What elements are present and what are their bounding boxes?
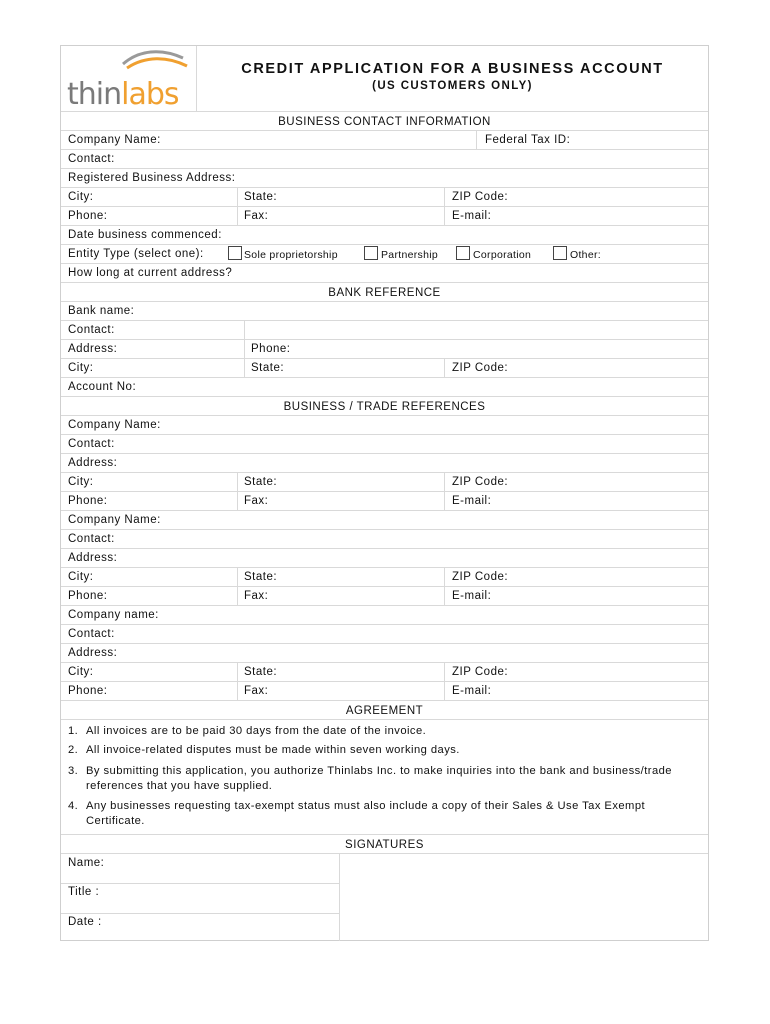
ref3-company-row[interactable] — [61, 606, 708, 625]
ref-zip-label: ZIP Code: — [452, 571, 509, 583]
signature-block — [61, 854, 340, 941]
row-how-long[interactable] — [61, 264, 708, 283]
ref3-address-row[interactable] — [61, 644, 708, 663]
section-business-contact — [61, 112, 708, 131]
ref2-address-row[interactable] — [61, 549, 708, 568]
bank-name-label: Bank name: — [68, 305, 135, 317]
credit-application-form — [60, 45, 709, 941]
sole-proprietorship-label: Sole proprietorship — [244, 249, 338, 261]
ref1-phone-row[interactable] — [61, 492, 708, 511]
logo-text-thin: thin — [67, 77, 122, 110]
company-name-label: Company Name: — [68, 134, 161, 146]
ref1-contact-row[interactable] — [61, 435, 708, 454]
zip-label: ZIP Code: — [452, 191, 509, 203]
fax-label: Fax: — [244, 210, 269, 222]
signature-date-row[interactable] — [61, 913, 339, 941]
bank-contact-label: Contact: — [68, 324, 115, 336]
ref3-phone-row[interactable] — [61, 682, 708, 701]
ref-city-label: City: — [68, 571, 94, 583]
ref1-address-row[interactable] — [61, 454, 708, 473]
row-phone-fax-email[interactable] — [61, 207, 708, 226]
ref-email-label: E-mail: — [452, 590, 492, 602]
state-label: State: — [244, 191, 278, 203]
ref-address-label: Address: — [68, 457, 118, 469]
date-commenced-label: Date business commenced: — [68, 229, 222, 241]
bank-city-label: City: — [68, 362, 94, 374]
city-label: City: — [68, 191, 94, 203]
ref-phone-label: Phone: — [68, 590, 108, 602]
section-heading: BUSINESS CONTACT INFORMATION — [278, 116, 491, 128]
bank-phone-label: Phone: — [251, 343, 291, 355]
ref-contact-label: Contact: — [68, 533, 115, 545]
item-number: 2. — [68, 744, 79, 756]
item-text: All invoice-related disputes must be made within seven working days. — [86, 744, 460, 756]
corporation-label: Corporation — [473, 249, 532, 261]
row-bank-contact[interactable] — [61, 321, 708, 340]
partnership-label: Partnership — [381, 249, 438, 261]
bank-state-label: State: — [251, 362, 285, 374]
phone-label: Phone: — [68, 210, 108, 222]
email-label: E-mail: — [452, 210, 492, 222]
ref2-city-row[interactable] — [61, 568, 708, 587]
ref-zip-label: ZIP Code: — [452, 476, 509, 488]
row-bank-name[interactable] — [61, 302, 708, 321]
row-company-name[interactable] — [61, 131, 708, 150]
ref2-company-row[interactable] — [61, 511, 708, 530]
agreement-terms — [61, 720, 708, 835]
row-contact[interactable] — [61, 150, 708, 169]
ref-fax-label: Fax: — [244, 495, 269, 507]
company-logo — [61, 46, 197, 112]
section-bank-reference — [61, 283, 708, 302]
section-agreement — [61, 701, 708, 720]
bank-address-label: Address: — [68, 343, 118, 355]
section-heading: SIGNATURES — [345, 839, 424, 851]
agreement-item — [68, 724, 698, 739]
page-subtitle: (US CUSTOMERS ONLY) — [372, 80, 533, 92]
ref-email-label: E-mail: — [452, 495, 492, 507]
form-header — [61, 46, 708, 112]
ref-email-label: E-mail: — [452, 685, 492, 697]
row-date-commenced[interactable] — [61, 226, 708, 245]
signature-date-label: Date : — [68, 916, 102, 928]
row-bank-address[interactable] — [61, 340, 708, 359]
row-city-state-zip[interactable] — [61, 188, 708, 207]
account-no-label: Account No: — [68, 381, 137, 393]
contact-label: Contact: — [68, 153, 115, 165]
section-heading: BANK REFERENCE — [328, 287, 441, 299]
ref-state-label: State: — [244, 666, 278, 678]
row-account-no[interactable] — [61, 378, 708, 397]
corporation-checkbox[interactable] — [456, 246, 470, 260]
logo-swoosh-icon — [61, 46, 195, 110]
page-title: CREDIT APPLICATION FOR A BUSINESS ACCOUNT — [241, 61, 664, 77]
entity-type-label: Entity Type (select one): — [68, 248, 204, 260]
ref-company-label: Company Name: — [68, 514, 161, 526]
ref-phone-label: Phone: — [68, 685, 108, 697]
item-text: Any businesses requesting tax-exempt status must also include a copy of their Sales & Use Tax Exempt Certificate. — [86, 800, 646, 827]
row-registered-address[interactable] — [61, 169, 708, 188]
signature-title-row[interactable] — [61, 883, 339, 914]
ref3-city-row[interactable] — [61, 663, 708, 682]
section-heading: AGREEMENT — [345, 705, 424, 717]
ref-state-label: State: — [244, 476, 278, 488]
item-number: 3. — [68, 765, 79, 777]
item-number: 1. — [68, 725, 79, 737]
ref-company-label: Company Name: — [68, 419, 161, 431]
logo-text-labs: labs — [121, 77, 179, 110]
other-label: Other: — [570, 249, 601, 261]
agreement-item — [68, 764, 698, 794]
ref-fax-label: Fax: — [244, 590, 269, 602]
ref-company-label: Company name: — [68, 609, 159, 621]
item-number: 4. — [68, 800, 79, 812]
registered-address-label: Registered Business Address: — [68, 172, 236, 184]
ref3-contact-row[interactable] — [61, 625, 708, 644]
ref-address-label: Address: — [68, 647, 118, 659]
ref1-company-row[interactable] — [61, 416, 708, 435]
other-checkbox[interactable] — [553, 246, 567, 260]
agreement-item — [68, 743, 698, 758]
section-signatures — [61, 835, 708, 854]
ref-contact-label: Contact: — [68, 628, 115, 640]
ref-address-label: Address: — [68, 552, 118, 564]
ref-contact-label: Contact: — [68, 438, 115, 450]
signature-title-label: Title : — [68, 886, 100, 898]
row-bank-city-state-zip[interactable] — [61, 359, 708, 378]
signature-name-label: Name: — [68, 857, 105, 869]
ref-fax-label: Fax: — [244, 685, 269, 697]
ref2-phone-row[interactable] — [61, 587, 708, 606]
item-text: By submitting this application, you authorize Thinlabs Inc. to make inquiries into the bank and business/trade references that you have supplied. — [86, 765, 672, 792]
ref-city-label: City: — [68, 476, 94, 488]
agreement-item — [68, 799, 698, 829]
section-trade-references — [61, 397, 708, 416]
ref1-city-row[interactable] — [61, 473, 708, 492]
sole-proprietorship-checkbox[interactable] — [228, 246, 242, 260]
ref-city-label: City: — [68, 666, 94, 678]
svg-text:thinlabs — [67, 77, 179, 110]
bank-zip-label: ZIP Code: — [452, 362, 509, 374]
how-long-label: How long at current address? — [68, 267, 233, 279]
row-entity-type — [61, 245, 708, 264]
signature-name-row[interactable] — [61, 854, 339, 884]
ref-phone-label: Phone: — [68, 495, 108, 507]
section-heading: BUSINESS / TRADE REFERENCES — [283, 401, 486, 413]
federal-tax-id-label: Federal Tax ID: — [485, 134, 571, 146]
ref-state-label: State: — [244, 571, 278, 583]
item-text: All invoices are to be paid 30 days from the date of the invoice. — [86, 725, 427, 737]
partnership-checkbox[interactable] — [364, 246, 378, 260]
ref-zip-label: ZIP Code: — [452, 666, 509, 678]
ref2-contact-row[interactable] — [61, 530, 708, 549]
